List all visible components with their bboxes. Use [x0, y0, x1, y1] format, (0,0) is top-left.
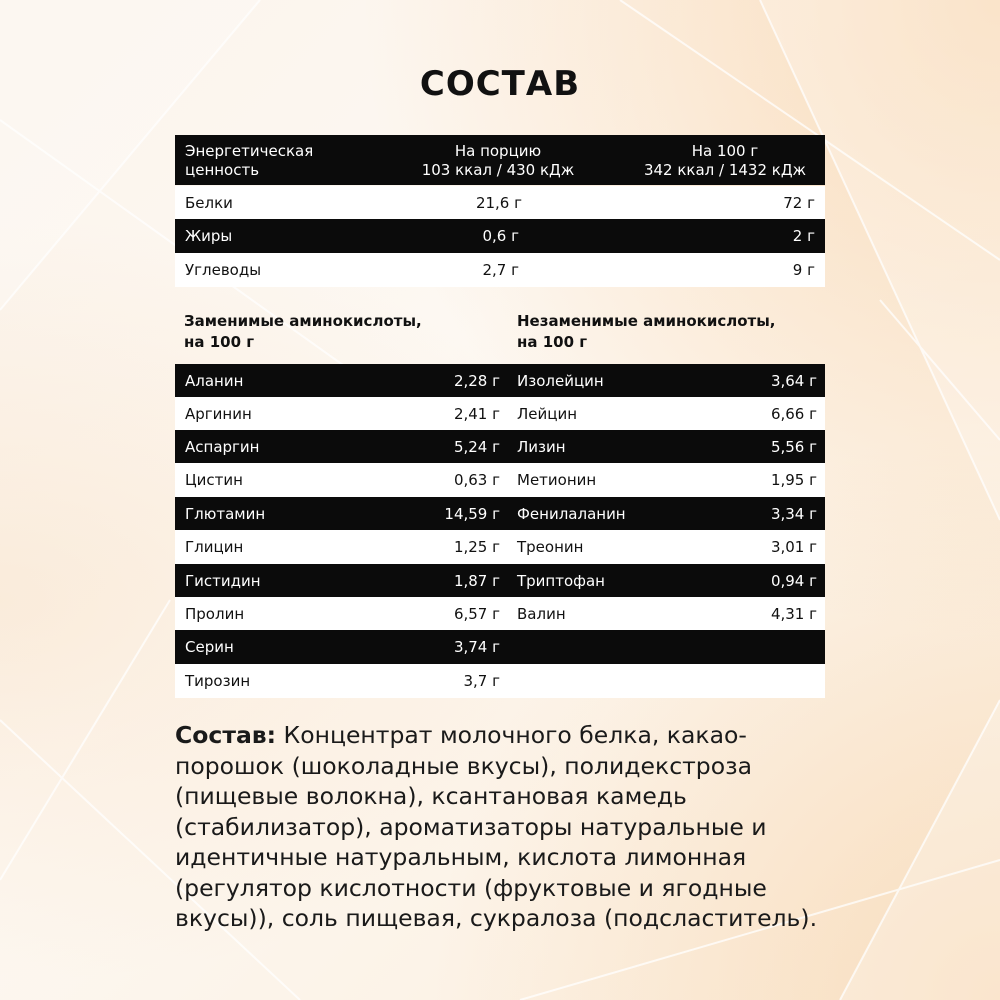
amino-right-value: 3,64 г	[770, 372, 817, 390]
amino-row	[175, 597, 825, 631]
amino-right-name: Метионин	[517, 471, 597, 489]
amino-left-value: 1,25 г	[453, 538, 500, 556]
amino-right-value: 5,56 г	[770, 438, 817, 456]
amino-left-value: 6,57 г	[453, 605, 500, 623]
nutrient-per100: 2 г	[792, 227, 815, 245]
amino-row	[175, 463, 825, 497]
composition-label: Состав:	[175, 721, 277, 749]
nutrient-per100: 9 г	[792, 261, 815, 279]
nutrition-row	[175, 219, 825, 253]
amino-row	[175, 564, 825, 598]
amino-right-name: Лейцин	[517, 405, 578, 423]
amino-right-name: Фенилаланин	[517, 505, 626, 523]
amino-left-name: Тирозин	[185, 672, 251, 690]
amino-left-name: Аспаргин	[185, 438, 260, 456]
nutrition-row	[175, 253, 825, 287]
per-100g-header: На 100 г 342 ккал / 1432 кДж	[643, 142, 807, 179]
amino-left-name: Аланин	[185, 372, 244, 390]
nutrient-per100: 72 г	[783, 194, 815, 212]
amino-left-name: Серин	[185, 638, 234, 656]
composition-line: (пищевые волокна), ксантановая камедь	[175, 782, 687, 810]
amino-right-name: Изолейцин	[517, 372, 604, 390]
composition-line: вкусы)), соль пищевая, сукралоза (подсластитель).	[175, 904, 818, 932]
amino-row	[175, 430, 825, 464]
amino-left-value: 3,74 г	[453, 638, 500, 656]
amino-left-value: 5,24 г	[453, 438, 500, 456]
amino-right-value: 6,66 г	[770, 405, 817, 423]
nutrition-row	[175, 186, 825, 220]
amino-right-value: 4,31 г	[770, 605, 817, 623]
composition-text	[175, 720, 855, 934]
amino-right-value: 0,94 г	[770, 572, 817, 590]
amino-left-name: Пролин	[185, 605, 245, 623]
amino-left-value: 2,28 г	[453, 372, 500, 390]
essential-heading: Незаменимые аминокислоты, на 100 г	[517, 312, 776, 351]
amino-left-name: Глютамин	[185, 505, 266, 523]
amino-row	[175, 630, 825, 664]
nutrient-portion: 0,6 г	[482, 227, 519, 245]
nutrient-name: Белки	[185, 194, 233, 212]
nonessential-heading: Заменимые аминокислоты, на 100 г	[184, 312, 422, 351]
nutrient-portion: 21,6 г	[475, 194, 522, 212]
nutrient-portion: 2,7 г	[482, 261, 519, 279]
page-title: СОСТАВ	[419, 64, 581, 104]
amino-left-value: 14,59 г	[444, 505, 500, 523]
composition-line: порошок (шоколадные вкусы), полидекстроза	[175, 751, 752, 780]
amino-right-name: Валин	[517, 605, 566, 623]
composition-line: Состав: Концентрат молочного белка, какао-	[175, 721, 747, 749]
per-portion-header: На порцию 103 ккал / 430 кДж	[421, 142, 575, 179]
amino-left-name: Глицин	[185, 538, 244, 556]
composition-line: идентичные натуральным, кислота лимонная	[175, 843, 747, 871]
amino-left-name: Аргинин	[185, 405, 252, 423]
amino-row	[175, 530, 825, 564]
amino-right-name: Треонин	[517, 538, 584, 556]
composition-line: (регулятор кислотности (фруктовые и ягодные	[175, 873, 767, 902]
amino-row	[175, 364, 825, 398]
nutrition-header	[175, 135, 825, 185]
nutrient-name: Жиры	[185, 227, 233, 245]
amino-row	[175, 397, 825, 431]
amino-row	[175, 497, 825, 531]
amino-right-value: 3,01 г	[770, 538, 817, 556]
amino-right-name: Триптофан	[517, 572, 605, 590]
amino-left-name: Гистидин	[185, 572, 261, 590]
amino-left-value: 3,7 г	[463, 672, 500, 690]
energy-label: Энергетическая ценность	[185, 142, 314, 179]
amino-left-value: 1,87 г	[453, 572, 500, 590]
nutrient-name: Углеводы	[185, 261, 262, 279]
amino-right-name: Лизин	[517, 438, 566, 456]
amino-left-name: Цистин	[185, 471, 243, 489]
amino-right-value: 3,34 г	[770, 505, 817, 523]
composition-line: (стабилизатор), ароматизаторы натуральные и	[175, 812, 767, 841]
amino-left-value: 2,41 г	[453, 405, 500, 423]
amino-left-value: 0,63 г	[453, 471, 500, 489]
amino-right-value: 1,95 г	[770, 471, 817, 489]
amino-row	[175, 664, 825, 698]
